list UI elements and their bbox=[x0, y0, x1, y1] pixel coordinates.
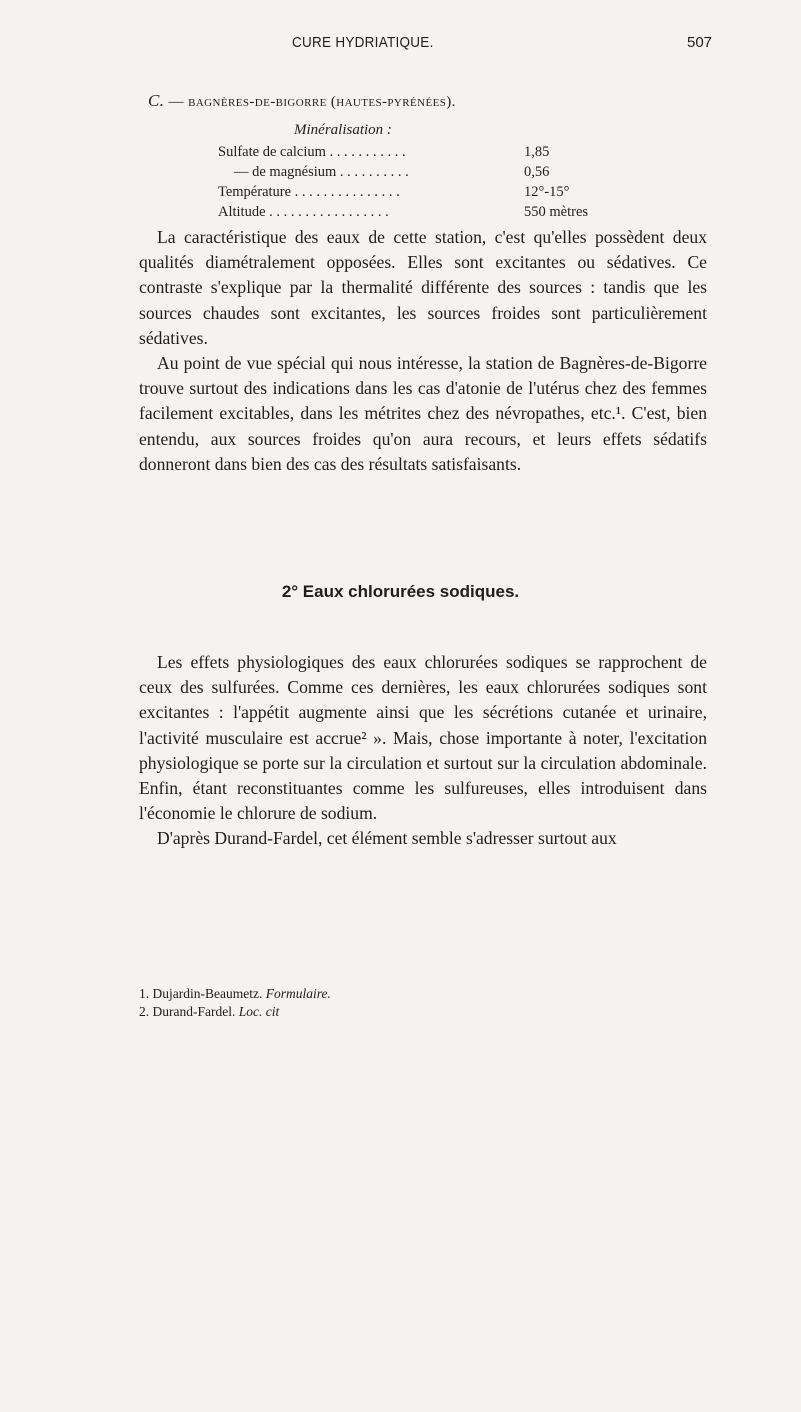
running-head bbox=[0, 34, 801, 60]
paragraph: Au point de vue spécial qui nous intéresse, la station de Bagnères-de-Bigorre trouve surtout des indications dans les cas d'atonie de l'utérus chez des femmes facilement excitables, dans les métrites chez des névropathes, etc.¹. C'est, bien entendu, aux sources froides qu'on aura recours, et leurs effets sédatifs donneront dans bien des cas des résultats satisfaisants. bbox=[139, 353, 707, 474]
mineral-label: Sulfate de calcium . . . . . . . . . . . bbox=[218, 144, 406, 160]
paragraph: D'après Durand-Fardel, cet élément semble s'adresser surtout aux bbox=[157, 828, 617, 849]
body-text-section-2 bbox=[139, 650, 707, 852]
section-letter: C. bbox=[148, 91, 165, 110]
footnote bbox=[139, 1003, 331, 1021]
mineral-value: 0,56 bbox=[524, 164, 550, 180]
mineral-value: 12°-15° bbox=[524, 184, 570, 200]
footnote bbox=[139, 985, 331, 1003]
mineral-row bbox=[218, 142, 638, 162]
footnote-author: Durand-Fardel. bbox=[152, 1004, 236, 1019]
mineral-row bbox=[218, 202, 638, 222]
body-text-section-c bbox=[139, 225, 707, 477]
mineral-label: Altitude . . . . . . . . . . . . . . . . . bbox=[218, 204, 389, 220]
paragraph: La caractéristique des eaux de cette station, c'est qu'elles possèdent deux qualités diamétralement opposées. Elles sont excitantes ou sédatives. Ce contraste s'explique par la thermalité différente des sources : tandis que les sources chaudes sont excitantes, les sources froides sont particulièrement sédatives. bbox=[139, 227, 707, 348]
footnotes bbox=[139, 985, 331, 1021]
running-title: CURE HYDRIATIQUE. bbox=[292, 34, 434, 51]
paragraph: Les effets physiologiques des eaux chlorurées sodiques se rapprochent de ceux des sulfurées. Comme ces dernières, les eaux chlorurées sodiques sont excitantes : l'appétit augmente ainsi que les sécrétions cutanée et urinaire, l'activité musculaire est accrue² ». Mais, chose importante à noter, l'excitation physiologique se porte sur la circulation et surtout sur la circulation abdominale. Enfin, étant reconstituantes comme les sulfureuses, elles introduisent dans l'économie le chlorure de sodium. bbox=[139, 652, 707, 824]
mineral-row bbox=[218, 162, 638, 182]
mineralisation-caption: Minéralisation : bbox=[294, 122, 392, 138]
station-name: bagnères-de-bigorre (hautes-pyrénées). bbox=[188, 94, 456, 110]
footnote-number: 2. bbox=[139, 1004, 150, 1019]
page-number: 507 bbox=[687, 34, 713, 51]
footnote-author: Dujardin-Beaumetz. bbox=[152, 986, 263, 1001]
footnote-title: Formulaire. bbox=[265, 986, 331, 1001]
mineralisation-table bbox=[218, 142, 638, 222]
mineral-label: Température . . . . . . . . . . . . . . . bbox=[218, 184, 400, 200]
section-dash: — bbox=[164, 94, 189, 110]
section-heading bbox=[148, 91, 456, 111]
footnote-number: 1. bbox=[139, 986, 150, 1001]
mineral-label: — de magnésium . . . . . . . . . . bbox=[234, 164, 409, 180]
mineral-value: 1,85 bbox=[524, 144, 550, 160]
subheading: 2° Eaux chlorurées sodiques. bbox=[281, 582, 520, 601]
mineral-row bbox=[218, 182, 638, 202]
footnote-title: Loc. cit bbox=[238, 1004, 280, 1019]
mineral-value: 550 mètres bbox=[524, 204, 589, 220]
